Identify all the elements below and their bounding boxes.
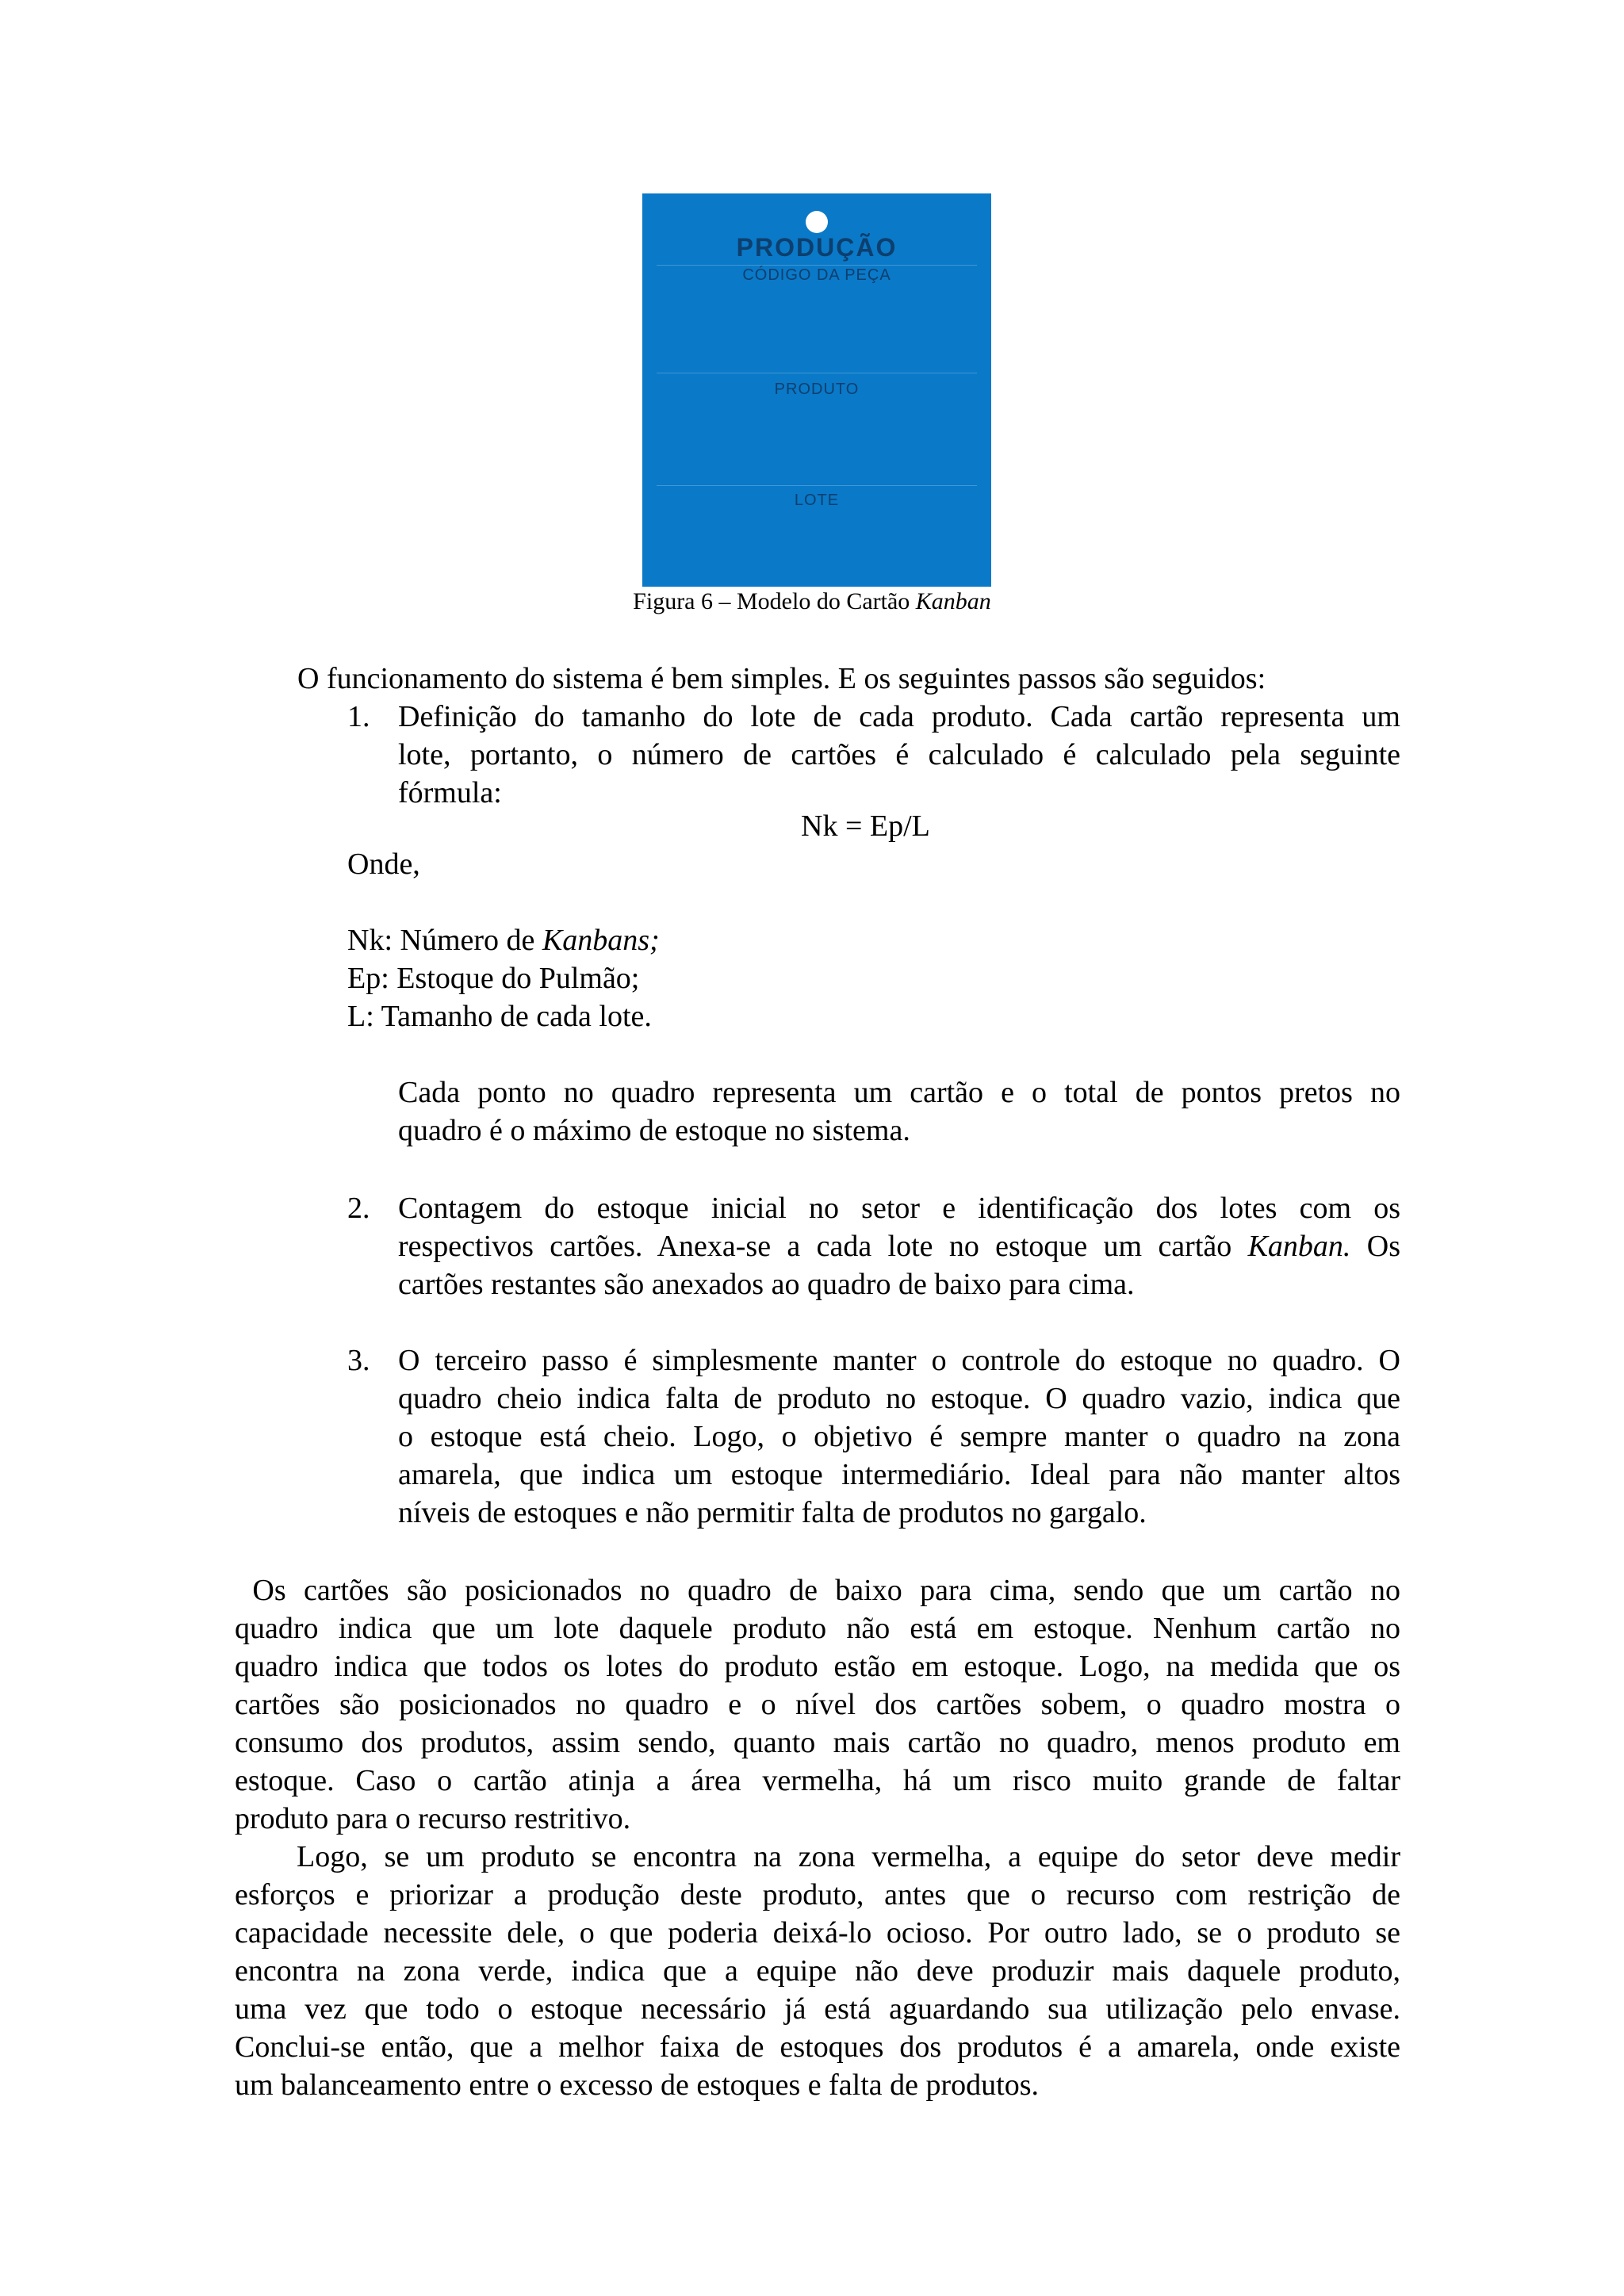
card-divider	[657, 265, 977, 266]
card-field-lote: LOTE	[794, 492, 840, 509]
step-1-text: Definição do tamanho do lote de cada produto. Cada cartão representa um lote, portanto, o número de cartões é calculado é calculado pela seguinte fórmula:	[398, 700, 1400, 809]
paragraph-1: Os cartões são posicionados no quadro de baixo para cima, sendo que um cartão no quadro indica que um lote daquele produto não está em estoque. Nenhum cartão no quadro indica que todos os lotes do produto estão em estoque. Logo, na medida que os cartões são posicionados no quadro e o nível dos cartões sobem, o quadro mostra o consumo dos produtos, assim sendo, quanto mais cartão no quadro, menos produto em estoque. Caso o cartão atinja a área vermelha, há um risco muito grande de faltar produto para o recurso restritivo.	[235, 1574, 1400, 1835]
intro-text: O funcionamento do sistema é bem simples. E os seguintes passos são seguidos:	[297, 662, 1266, 695]
card-hole-icon	[806, 211, 828, 233]
definition-l: L: Tamanho de cada lote.	[347, 1000, 652, 1033]
note-text: Cada ponto no quadro representa um cartão e o total de pontos pretos no quadro é o máximo de estoque no sistema.	[398, 1076, 1400, 1147]
definition-nk: Nk: Número de Kanbans;	[347, 924, 660, 957]
kanban-card-figure	[642, 193, 991, 587]
step-2-text: Contagem do estoque inicial no setor e identificação dos lotes com os respectivos cartões. Anexa-se a cada lote no estoque um cartão Kanban. Os cartões restantes são anexados ao quadro de baixo para cima.	[398, 1192, 1400, 1301]
card-field-produto: PRODUTO	[774, 381, 860, 398]
figure-caption: Figura 6 – Modelo do Cartão Kanban	[633, 588, 991, 614]
step-1-number: 1.	[347, 700, 370, 733]
step-3-number: 3.	[347, 1344, 370, 1377]
formula: Nk = Ep/L	[801, 809, 930, 843]
definition-ep: Ep: Estoque do Pulmão;	[347, 962, 640, 995]
paragraph-2: Logo, se um produto se encontra na zona vermelha, a equipe do setor deve medir esforços e priorizar a produção deste produto, antes que o recurso com restrição de capacidade necessite dele, o que poderia deixá-lo ocioso. Por outro lado, se o produto se encontra na zona verde, indica que a equipe não deve produzir mais daquele produto, uma vez que todo o estoque necessário já está aguardando sua utilização pelo envase. Conclui-se então, que a melhor faixa de estoques dos produtos é a amarela, onde existe um balanceamento entre o excesso de estoques e falta de produtos.	[235, 1840, 1400, 2102]
step-2-number: 2.	[347, 1192, 370, 1225]
where-label: Onde,	[347, 848, 420, 881]
step-3-text: O terceiro passo é simplesmente manter o controle do estoque no quadro. O quadro cheio indica falta de produto no estoque. O quadro vazio, indica que o estoque está cheio. Logo, o objetivo é sempre manter o quadro na zona amarela, que indica um estoque intermediário. Ideal para não manter altos níveis de estoques e não permitir falta de produtos no gargalo.	[398, 1344, 1400, 1529]
card-title: PRODUÇÃO	[736, 233, 898, 262]
card-field-codigo: CÓDIGO DA PEÇA	[742, 266, 891, 284]
card-divider	[657, 485, 977, 486]
